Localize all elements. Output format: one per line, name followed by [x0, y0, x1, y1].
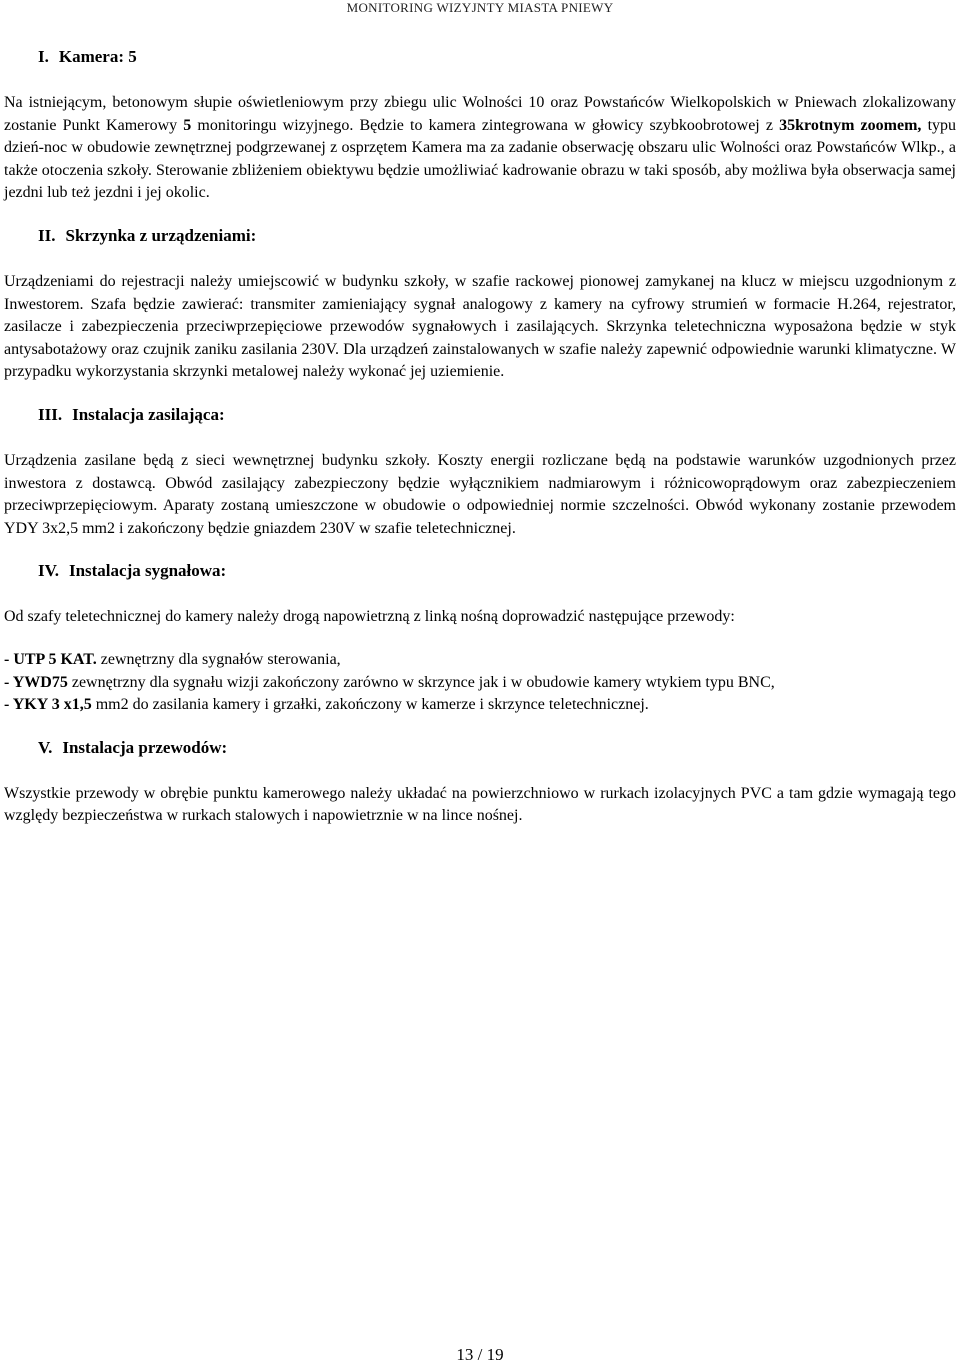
section-paragraph	[4, 606, 956, 629]
text-run: Wszystkie przewody w obrębie punktu kamerowego należy układać na powierzchniowo w rurkach izolacyjnych PVC a tam gdzie wymagają tego względy bezpieczeństwa w rurkach stalowych i napowietrznie w na lince nośnej.	[4, 784, 956, 825]
text-run: Urządzenia zasilane będą z sieci wewnętrznej budynku szkoły. Koszty energii rozliczane będą na podstawie warunków uzgodnionych przez inwestora z dostawcą. Obwód zasilający zabezpieczony będzie wyłącznikiem nadmiarowym i różnicowoprądowym oraz zabezpieczeniem przeciwprzepięciowym. Aparaty zostaną umieszczone w obudowie o odpowiedniej normie szczelności. Obwód wykonany zostanie przewodem YDY 3x2,5 mm2 i zakończony będzie gniazdem 230V w szafie teletechnicznej.	[4, 451, 956, 537]
section-heading	[38, 737, 956, 759]
section-heading	[38, 225, 956, 247]
section-title: Instalacja zasilająca:	[72, 404, 225, 424]
bold-text-run: 5	[183, 116, 192, 134]
section-number: I.	[38, 47, 49, 66]
running-header: MONITORING WIZYJNTY MIASTA PNIEWY	[346, 0, 614, 15]
section-paragraph	[4, 783, 956, 828]
bold-text-run: - YKY 3 x1,5	[4, 696, 92, 714]
section-title: Instalacja sygnałowa:	[68, 561, 227, 581]
section-title: Kamera: 5	[58, 47, 137, 66]
bold-text-run: - UTP 5 KAT.	[4, 650, 97, 668]
list-item	[4, 672, 956, 695]
section-paragraph	[4, 271, 956, 384]
section-paragraph	[4, 92, 956, 205]
document-body	[4, 46, 956, 828]
bold-text-run: 35krotnym zoomem,	[779, 116, 922, 134]
text-run: mm2 do zasilania kamery i grzałki, zakończony w kamerze i skrzynce teletechnicznej.	[91, 696, 649, 714]
text-run: Na istniejącym, betonowym słupie oświetleniowym przy zbiegu ulic Wolności 10 oraz Powstańców Wielkopolskich w Pniewach zlokalizowany zostanie Punkt Kamerowy	[4, 94, 956, 134]
section-number: III.	[38, 404, 63, 424]
text-run: Urządzeniami do rejestracji należy umiejscowić w budynku szkoły, w szafie rackowej pionowej zamykanej na klucz w miejscu uzgodnionym z Inwestorem. Szafa będzie zawierać: transmiter zamieniający sygnał analogowy z kamery na cyfrowy strumień w formacie H.264, rejestrator, zasilacze i zabezpieczenia przeciwprzepięciowe przewodów sygnałowych i zasilających. Skrzynka teletechniczna wyposażona będzie w styk antysabotażowy oraz czujnik zaniku zasilania 230V. Dla urządzeń zainstalowanych w szafie należy zapewnić odpowiednie warunki klimatyczne. W przypadku wykorzystania skrzynki metalowej należy wykonać jej uziemienie.	[4, 272, 956, 381]
section-number: V.	[38, 737, 53, 757]
text-run: zewnętrzny dla sygnału wizji zakończony zarówno w skrzynce jak i w obudowie kamery wtykiem typu BNC,	[67, 673, 775, 691]
list-item	[4, 694, 956, 717]
bold-text-run: - YWD75	[4, 673, 68, 691]
list-item	[4, 649, 956, 672]
section-heading	[38, 560, 956, 582]
page-number: 13 / 19	[456, 1345, 504, 1364]
section-number: IV.	[38, 561, 59, 581]
text-run: Od szafy teletechnicznej do kamery należy drogą napowietrzną z linką nośną doprowadzić następujące przewody:	[4, 608, 735, 626]
section-title: Instalacja przewodów:	[62, 737, 228, 757]
text-run: monitoringu wizyjnego. Będzie to kamera zintegrowana w głowicy szybkoobrotowej z	[191, 116, 780, 134]
text-run: typu dzień-noc w obudowie zewnętrznej podgrzewanej z osprzętem Kamera ma za zadanie obserwację obszaru ulic Wolności oraz Powstańców Wlkp., a także otoczenia szkoły. Sterowanie zbliżeniem obiektywu będzie umożliwiać kadrowanie obrazu w taki sposób, aby możliwa była obserwacja samej jezdni lub też jezdni i jej okolic.	[4, 116, 957, 202]
section-heading	[38, 46, 956, 68]
section-heading	[38, 404, 956, 426]
section-paragraph	[4, 450, 956, 540]
section-number: II.	[38, 225, 56, 245]
section-title: Skrzynka z urządzeniami:	[65, 225, 257, 245]
text-run: zewnętrzny dla sygnałów sterowania,	[96, 650, 341, 668]
